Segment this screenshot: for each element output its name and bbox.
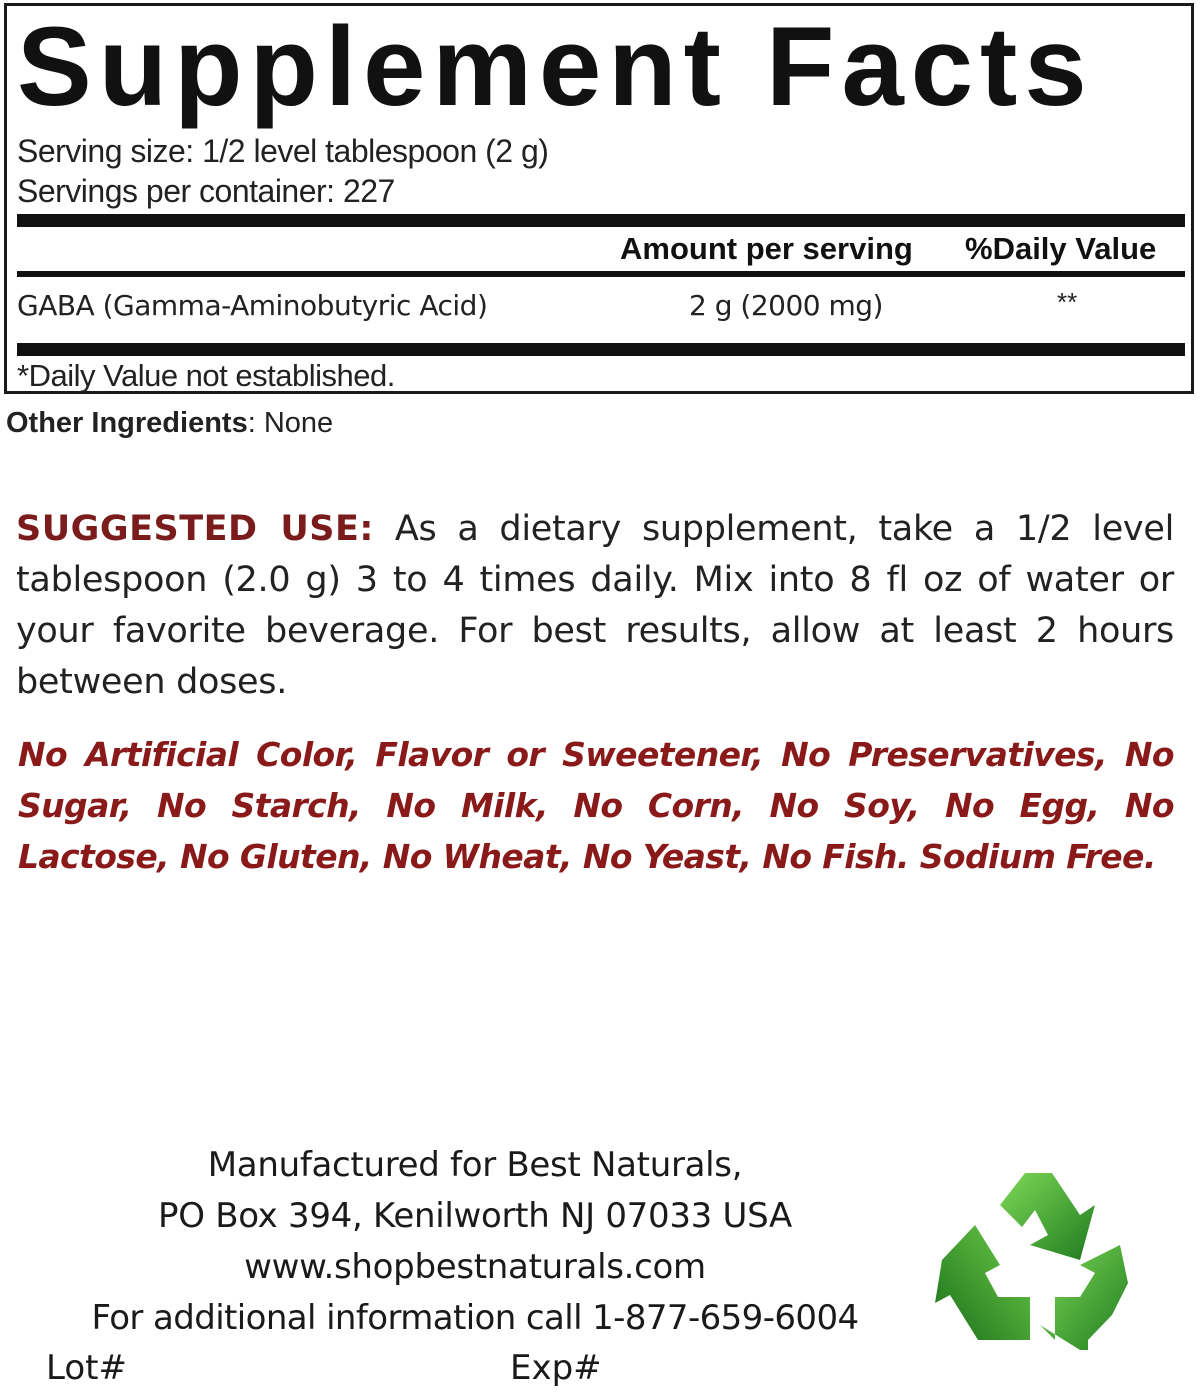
suggested-use-text: As a dietary supplement, take a 1/2 level tablespoon (2.0 g) 3 to 4 times daily. Mix into 8 fl oz of water or your favorite beverage. For best results, allow at least 2 hours between doses. <box>16 509 1175 702</box>
column-header-daily-value: %Daily Value <box>965 231 1157 266</box>
free-from-claims: No Artificial Color, Flavor or Sweetener, No Preservatives, No Sugar, No Starch, No Milk, No Corn, No Soy, No Egg, No Lactose, No Gluten, No Wheat, No Yeast, No Fish. Sodium Free. <box>18 735 1174 876</box>
manufacturer-phone: For additional information call 1-877-659-6004 <box>91 1298 859 1338</box>
manufacturer-website: www.shopbestnaturals.com <box>244 1247 706 1287</box>
lot-number-label: Lot# <box>46 1348 127 1388</box>
manufacturer-info <box>40 1140 910 1344</box>
divider-medium <box>17 271 1185 277</box>
suggested-use <box>16 504 1174 708</box>
servings-per-container: Servings per container: 227 <box>17 173 395 209</box>
other-ingredients-label: Other Ingredients <box>6 407 248 439</box>
supplement-facts-panel <box>4 3 1194 394</box>
facts-title: Supplement Facts <box>17 4 1094 129</box>
ingredient-amount: 2 g (2000 mg) <box>689 289 883 322</box>
manufacturer-address: PO Box 394, Kenilworth NJ 07033 USA <box>158 1196 792 1236</box>
divider-thick-bottom <box>17 343 1185 356</box>
other-ingredients-value: None <box>263 407 334 439</box>
ingredient-name: GABA (Gamma-Aminobutyric Acid) <box>17 289 488 322</box>
suggested-use-heading: SUGGESTED USE: <box>16 509 374 549</box>
recycle-icon <box>930 1165 1130 1350</box>
other-ingredients <box>6 405 333 441</box>
other-ingredients-colon: : <box>247 407 256 439</box>
manufacturer-line: Manufactured for Best Naturals, <box>207 1145 743 1185</box>
serving-size: Serving size: 1/2 level tablespoon (2 g) <box>17 133 549 169</box>
column-header-amount: Amount per serving <box>620 231 913 266</box>
expiration-label: Exp# <box>510 1348 602 1388</box>
ingredient-daily-value: ** <box>1057 287 1078 317</box>
divider-thick-top <box>17 214 1185 227</box>
daily-value-footnote: *Daily Value not established. <box>17 358 395 393</box>
